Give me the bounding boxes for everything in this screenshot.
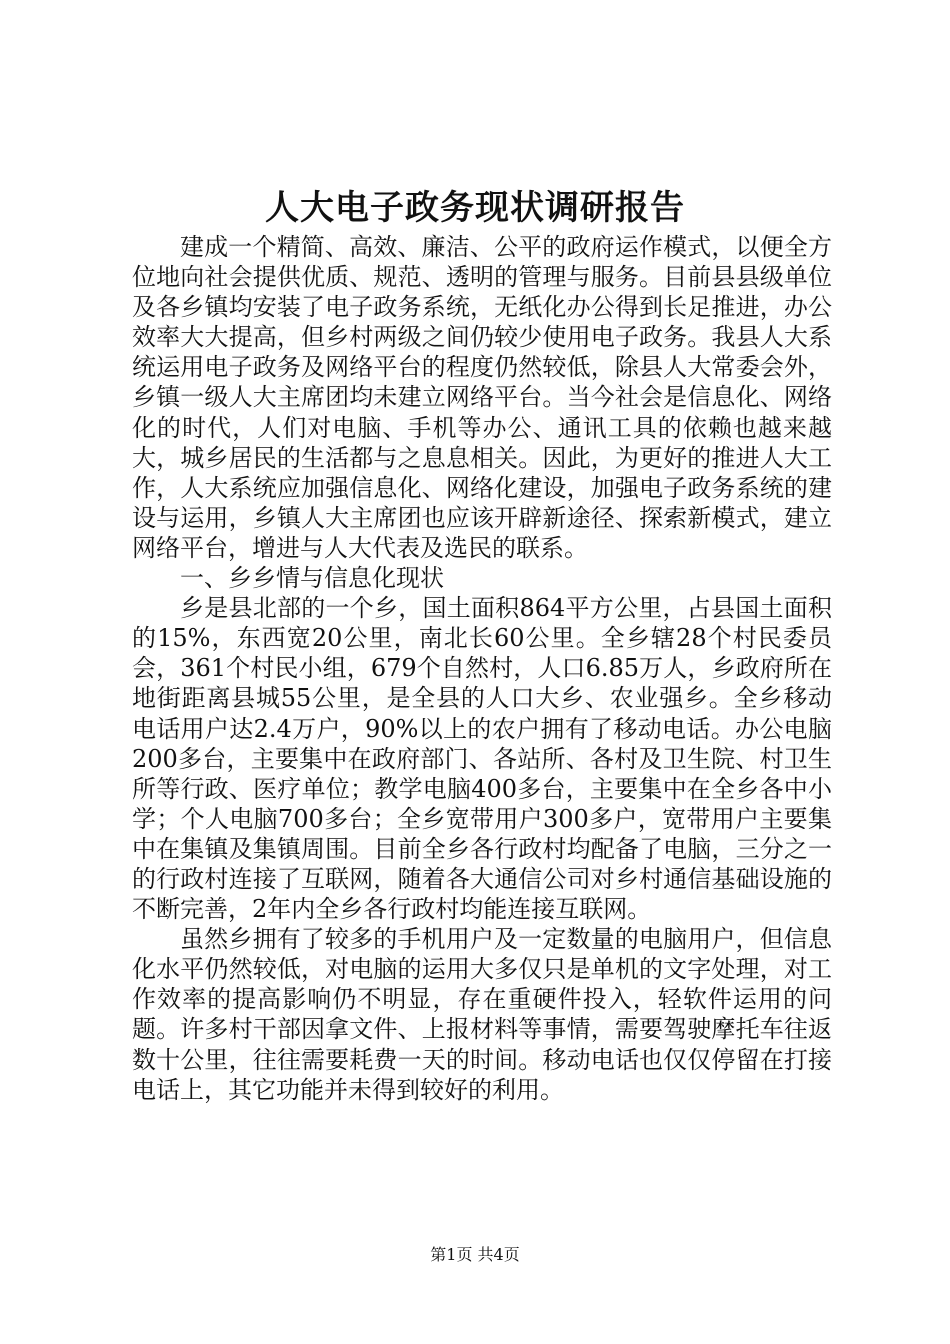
paragraph-township-overview: 乡是县北部的一个乡，国土面积864平方公里，占县国土面积的15%，东西宽20公里，南北长60公里。全乡辖28个村民委员会，361个村民小组，679个自然村，人口6.85万人，乡政府所在地街距离县城55公里，是全县的人口大乡、农业强乡。全乡移动电话用户达2.4万户，90%以上的农户拥有了移动电话。办公电脑200多台，主要集中在政府部门、各站所、各村及卫生院、村卫生所等行政、医疗单位；教学电脑400多台，主要集中在全乡各中小学；个人电脑700多台；全乡宽带用户300多户，宽带用户主要集中在集镇及集镇周围。目前全乡各行政村均配备了电脑，三分之一的行政村连接了互联网，随着各大通信公司对乡村通信基础设施的不断完善，2年内全乡各行政村均能连接互联网。 [132,594,832,924]
paragraph-informatization-level: 虽然乡拥有了较多的手机用户及一定数量的电脑用户，但信息化水平仍然较低，对电脑的运用大多仅只是单机的文字处理，对工作效率的提高影响仍不明显，存在重硬件投入，轻软件运用的问题。许多村干部因拿文件、上报材料等事情，需要驾驶摩托车往返数十公里，往往需要耗费一天的时间。移动电话也仅仅停留在打接电话上，其它功能并未得到较好的利用。 [132,925,832,1104]
section-heading-1: 一、乡乡情与信息化现状 [180,564,444,593]
document-body [132,232,832,1105]
page-footer: 第1页 共4页 [430,1245,520,1264]
document-title: 人大电子政务现状调研报告 [265,188,685,228]
paragraph-intro: 建成一个精简、高效、廉洁、公平的政府运作模式，以便全方位地向社会提供优质、规范、透明的管理与服务。目前县县级单位及各乡镇均安装了电子政务系统，无纸化办公得到长足推进，办公效率大大提高，但乡村两级之间仍较少使用电子政务。我县人大系统运用电子政务及网络平台的程度仍然较低，除县人大常委会外，乡镇一级人大主席团均未建立网络平台。当今社会是信息化、网络化的时代，人们对电脑、手机等办公、通讯工具的依赖也越来越大，城乡居民的生活都与之息息相关。因此，为更好的推进人大工作，人大系统应加强信息化、网络化建设，加强电子政务系统的建设与运用，乡镇人大主席团也应该开辟新途径、探索新模式，建立网络平台，增进与人大代表及选民的联系。 [132,233,832,562]
